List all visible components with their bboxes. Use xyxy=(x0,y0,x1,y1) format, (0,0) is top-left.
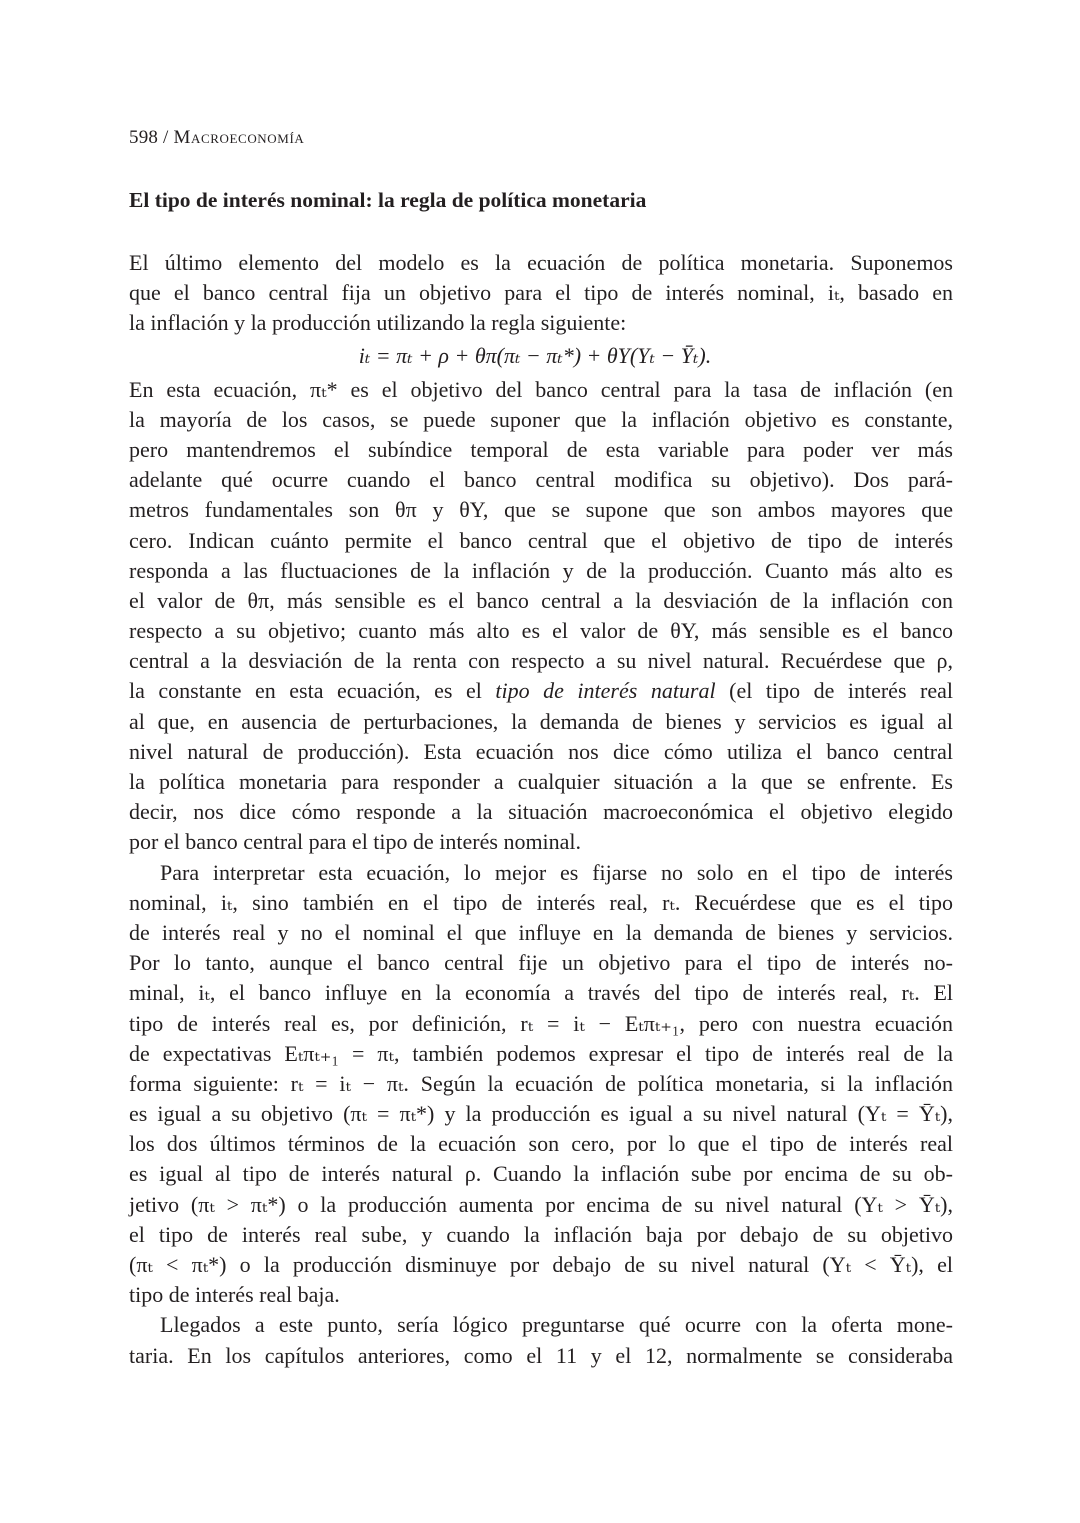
text-line: la política monetaria para responder a cualquier situación a la que se enfrente. Es xyxy=(129,769,953,794)
text-line: el valor de θπ, más sensible es el banco central a la desviación de la inflación con xyxy=(129,587,953,613)
text-line: metros fundamentales son θπ y θY, que se supone que son ambos mayores que xyxy=(129,497,953,523)
text-line: respecto a su objetivo; cuanto más alto es el valor de θY, más sensible es el banco xyxy=(129,618,953,644)
text-line: Llegados a este punto, sería lógico preguntarse qué ocurre con la oferta mone- xyxy=(160,1312,953,1338)
defined-term: tipo de interés natural xyxy=(495,678,716,704)
text-line: que el banco central fija un objetivo para el tipo de interés nominal, iₜ, basado en xyxy=(129,280,953,306)
text-line: jetivo (πₜ > πₜ*) o la producción aumenta por encima de su nivel natural (Yₜ > Ȳₜ), xyxy=(129,1191,953,1217)
text-line: minal, iₜ, el banco influye en la economía a través del tipo de interés real, rₜ. El xyxy=(129,980,953,1006)
text-line: el tipo de interés real sube, y cuando la inflación baja por debajo de su objetivo xyxy=(129,1221,953,1247)
text-line: es igual a su objetivo (πₜ = πₜ*) y la producción es igual a su nivel natural (Yₜ = Ȳₜ), xyxy=(129,1101,953,1127)
text-line: adelante qué ocurre cuando el banco central modifica su objetivo). Dos pará- xyxy=(129,467,953,493)
book-title: Macroeconomía xyxy=(173,127,305,148)
text-line-with-italic: la constante en esta ecuación, es el tipo de interés natural (el tipo de interés real xyxy=(129,678,953,704)
text-line: taria. En los capítulos anteriores, como el 11 y el 12, normalmente se consideraba xyxy=(129,1342,953,1368)
text-line: Por lo tanto, aunque el banco central fije un objetivo para el tipo de interés no- xyxy=(129,950,953,976)
paragraph-1 xyxy=(129,248,953,339)
text-line: por el banco central para el tipo de interés nominal. xyxy=(129,829,582,855)
text-line: central a la desviación de la renta con respecto a su nivel natural. Recuérdese que ρ, xyxy=(129,648,953,674)
text-line: la inflación y la producción utilizando la regla siguiente: xyxy=(129,310,627,336)
text-line: En esta ecuación, πₜ* es el objetivo del banco central para la tasa de inflación (en xyxy=(129,376,953,402)
text-line: nivel natural de producción). Esta ecuación nos dice cómo utiliza el banco central xyxy=(129,738,953,764)
page-number: 598 xyxy=(129,127,159,148)
paragraph-2 xyxy=(129,375,953,858)
running-header xyxy=(129,127,304,149)
paragraph-3 xyxy=(129,858,953,1311)
text-line: es igual al tipo de interés natural ρ. Cuando la inflación sube por encima de su ob- xyxy=(129,1161,953,1187)
text-line: los dos últimos términos de la ecuación son cero, por lo que el tipo de interés real xyxy=(129,1131,953,1157)
text-line: nominal, iₜ, sino también en el tipo de interés real, rₜ. Recuérdese que es el tipo xyxy=(129,889,953,915)
text-line: de expectativas Eₜπₜ₊₁ = πₜ, también podemos expresar el tipo de interés real de la xyxy=(129,1040,953,1066)
monetary-policy-rule-equation: iₜ = πₜ + ρ + θπ(πₜ − πₜ*) + θY(Yₜ − Ȳₜ). xyxy=(358,342,712,368)
header-separator: / xyxy=(158,127,174,148)
body-text xyxy=(129,248,953,1371)
text-line: tipo de interés real es, por definición, rₜ = iₜ − Eₜπₜ₊₁, pero con nuestra ecuación xyxy=(129,1010,953,1036)
section-heading: El tipo de interés nominal: la regla de política monetaria xyxy=(129,188,647,212)
text-line: decir, nos dice cómo responde a la situación macroeconómica el objetivo elegido xyxy=(129,799,953,825)
text-line: responda a las fluctuaciones de la inflación y de la producción. Cuanto más alto es xyxy=(129,557,953,583)
text-line: tipo de interés real baja. xyxy=(129,1282,340,1308)
text-line: al que, en ausencia de perturbaciones, la demanda de bienes y servicios es igual al xyxy=(129,708,953,734)
text-line: (πₜ < πₜ*) o la producción disminuye por debajo de su nivel natural (Yₜ < Ȳₜ), el xyxy=(129,1252,953,1277)
text-line: de interés real y no el nominal el que influye en la demanda de bienes y servicios. xyxy=(129,919,953,945)
text-line: El último elemento del modelo es la ecuación de política monetaria. Suponemos xyxy=(129,250,953,275)
text-line: forma siguiente: rₜ = iₜ − πₜ. Según la ecuación de política monetaria, si la inflación xyxy=(129,1070,953,1096)
text-line: cero. Indican cuánto permite el banco central que el objetivo de tipo de interés xyxy=(129,527,953,553)
paragraph-4 xyxy=(129,1310,953,1370)
text-line: pero mantendremos el subíndice temporal de esta variable para poder ver más xyxy=(129,436,953,462)
text-line: la mayoría de los casos, se puede suponer que la inflación objetivo es constante, xyxy=(129,406,953,432)
text-line: Para interpretar esta ecuación, lo mejor es fijarse no solo en el tipo de interés xyxy=(160,859,953,885)
